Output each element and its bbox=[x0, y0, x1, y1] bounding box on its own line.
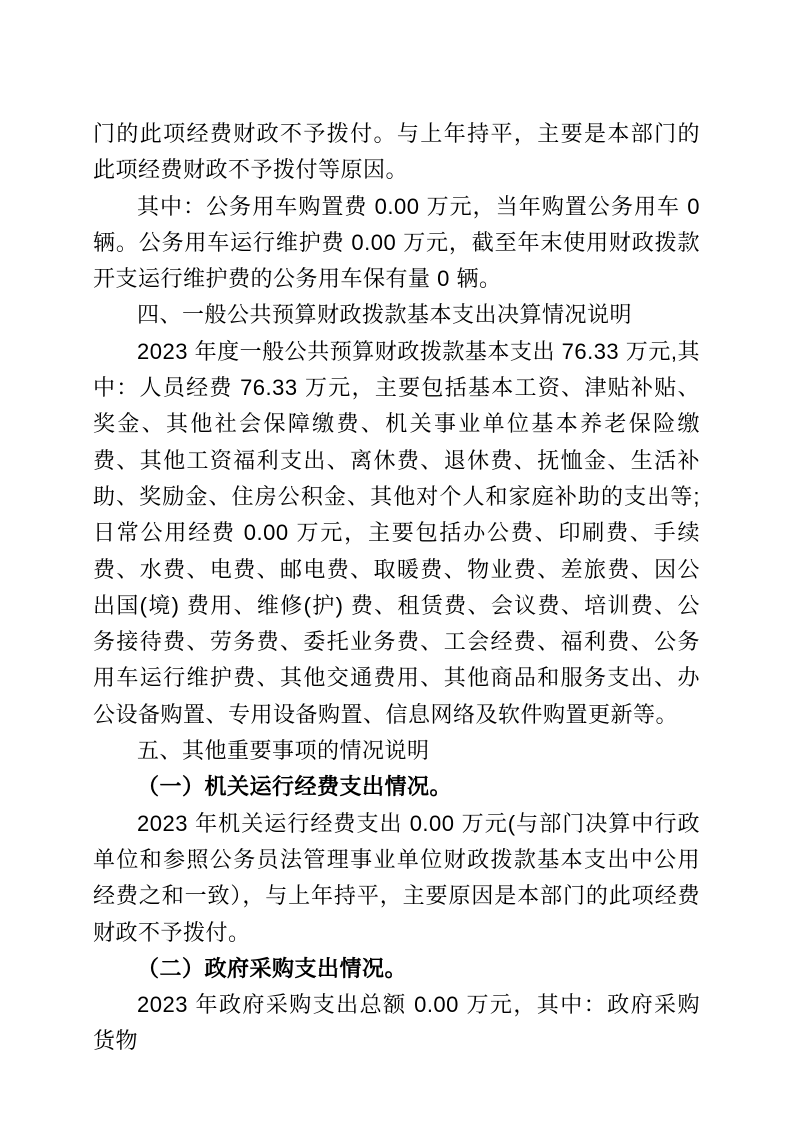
subsection-heading-operating-expense: （一）机关运行经费支出情况。 bbox=[137, 774, 453, 800]
document-body bbox=[93, 116, 700, 1060]
paragraph-operating-expense-detail: 2023 年机关运行经费支出 0.00 万元(与部门决算中行政单位和参照公务员法管理事业单位财政拨款基本支出中公用经费之和一致），与上年持平，主要原因是本部门的此项经费财政不予拨付。 bbox=[93, 810, 700, 945]
paragraph-basic-expenditure-detail: 2023 年度一般公共预算财政拨款基本支出 76.33 万元,其中：人员经费 76.33 万元，主要包括基本工资、津贴补贴、奖金、其他社会保障缴费、机关事业单位基本养老保险缴费、其他工资福利支出、离休费、退休费、抚恤金、生活补助、奖励金、住房公积金、其他对个人和家庭补助的支出等; 日常公用经费 0.00 万元，主要包括办公费、印刷费、手续费、水费、电费、邮电费、取暖费、物业费、差旅费、因公出国(境) 费用、维修(护) 费、租赁费、会议费、培训费、公务接待费、劳务费、委托业务费、工会经费、福利费、公务用车运行维护费、其他交通费用、其他商品和服务支出、办公设备购置、专用设备购置、信息网络及软件购置更新等。 bbox=[93, 338, 700, 727]
section-heading-4: 四、一般公共预算财政拨款基本支出决算情况说明 bbox=[137, 302, 633, 328]
paragraph-government-procurement-detail: 2023 年政府采购支出总额 0.00 万元，其中：政府采购货物 bbox=[93, 992, 700, 1054]
paragraph-vehicle-expense-detail: 其中：公务用车购置费 0.00 万元，当年购置公务用车 0 辆。公务用车运行维护费 0.00 万元，截至年末使用财政拨款开支运行维护费的公务用车保有量 0 辆。 bbox=[93, 193, 700, 292]
subsection-heading-government-procurement: （二）政府采购支出情况。 bbox=[137, 955, 408, 981]
paragraph-continuation: 门的此项经费财政不予拨付。与上年持平，主要是本部门的此项经费财政不予拨付等原因。 bbox=[93, 121, 700, 183]
section-heading-5: 五、其他重要事项的情况说明 bbox=[137, 738, 430, 764]
